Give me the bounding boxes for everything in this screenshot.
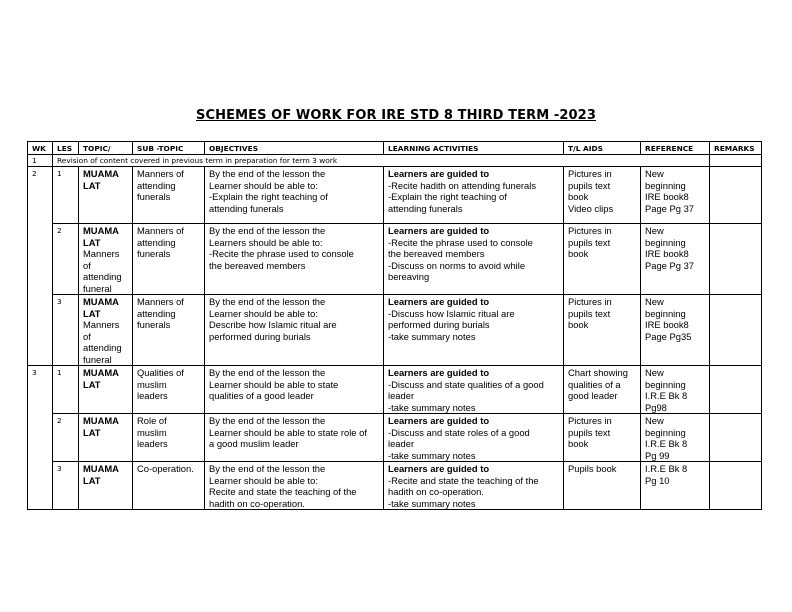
reference-cell: New beginning I.R.E Bk 8 Pg98 bbox=[641, 366, 710, 414]
lesson-row bbox=[28, 462, 762, 510]
header-topic: TOPIC/ bbox=[79, 142, 133, 155]
week-number: 2 bbox=[28, 167, 53, 366]
header-learning-activities: LEARNING ACTIVITIES bbox=[384, 142, 564, 155]
activities-head: Learners are guided to bbox=[388, 168, 490, 179]
topic-cell bbox=[79, 462, 133, 510]
topic-cell bbox=[79, 224, 133, 295]
header-wk: WK bbox=[28, 142, 53, 155]
topic-cell bbox=[79, 295, 133, 366]
tl-aids-cell: Pictures in pupils text book bbox=[564, 224, 641, 295]
subtopic-cell: Manners of attending funerals bbox=[133, 224, 205, 295]
tl-aids-cell: Chart showing qualities of a good leader bbox=[564, 366, 641, 414]
lesson-row bbox=[28, 366, 762, 414]
topic-title: MUAMA LAT bbox=[83, 415, 119, 438]
header-objectives: OBJECTIVES bbox=[205, 142, 384, 155]
lesson-number: 1 bbox=[53, 366, 79, 414]
header-row bbox=[28, 142, 762, 155]
revision-row bbox=[28, 155, 762, 167]
lesson-number: 3 bbox=[53, 295, 79, 366]
remarks-cell bbox=[710, 224, 762, 295]
topic-cell bbox=[79, 414, 133, 462]
activities-cell bbox=[384, 366, 564, 414]
activities-text: -Recite the phrase used to console the bereaved members -Discuss on norms to avoid while bereaving bbox=[388, 236, 533, 282]
lesson-row bbox=[28, 167, 762, 224]
remarks-cell bbox=[710, 366, 762, 414]
topic-title: MUAMA LAT bbox=[83, 296, 119, 319]
objectives-cell: By the end of the lesson the Learner should be able to state role of a good muslim leader bbox=[205, 414, 384, 462]
topic-title: MUAMA LAT bbox=[83, 367, 119, 390]
activities-cell bbox=[384, 414, 564, 462]
subtopic-cell: Co-operation. bbox=[133, 462, 205, 510]
activities-cell bbox=[384, 295, 564, 366]
objectives-cell: By the end of the lesson the Learner should be able to: Recite and state the teaching of the hadith on co-operation. bbox=[205, 462, 384, 510]
activities-text: -Recite hadith on attending funerals -Explain the right teaching of attending funerals bbox=[388, 179, 537, 214]
lesson-number: 2 bbox=[53, 414, 79, 462]
reference-cell: New beginning I.R.E Bk 8 Pg 99 bbox=[641, 414, 710, 462]
objectives-cell: By the end of the lesson the Learner should be able to: Describe how Islamic ritual are performed during burials bbox=[205, 295, 384, 366]
tl-aids-cell: Pupils book bbox=[564, 462, 641, 510]
activities-head: Learners are guided to bbox=[388, 225, 490, 236]
topic-extra: Manners of attending funeral bbox=[83, 319, 122, 365]
topic-title: MUAMA LAT bbox=[83, 463, 119, 486]
lesson-number: 1 bbox=[53, 167, 79, 224]
objectives-cell: By the end of the lesson the Learner should be able to: -Explain the right teaching of attending funerals bbox=[205, 167, 384, 224]
objectives-cell: By the end of the lesson the Learner should be able to state qualities of a good leader bbox=[205, 366, 384, 414]
header-subtopic: SUB -TOPIC bbox=[133, 142, 205, 155]
activities-head: Learners are guided to bbox=[388, 415, 490, 426]
activities-head: Learners are guided to bbox=[388, 367, 490, 378]
activities-head: Learners are guided to bbox=[388, 463, 490, 474]
subtopic-cell: Manners of attending funerals bbox=[133, 295, 205, 366]
subtopic-cell: Role of muslim leaders bbox=[133, 414, 205, 462]
remarks-cell bbox=[710, 414, 762, 462]
header-tl-aids: T/L AIDS bbox=[564, 142, 641, 155]
topic-cell bbox=[79, 366, 133, 414]
activities-text: -Discuss how Islamic ritual are performed during burials -take summary notes bbox=[388, 307, 515, 342]
page-title: SCHEMES OF WORK FOR IRE STD 8 THIRD TERM -2023 bbox=[196, 108, 596, 123]
lesson-number: 3 bbox=[53, 462, 79, 510]
week-number: 3 bbox=[28, 366, 53, 510]
week-number: 1 bbox=[28, 155, 53, 167]
activities-text: -Recite and state the teaching of the hadith on co-operation. -take summary notes bbox=[388, 474, 539, 509]
schemes-of-work-table bbox=[27, 141, 762, 510]
activities-cell bbox=[384, 167, 564, 224]
topic-title: MUAMA LAT bbox=[83, 168, 119, 191]
lesson-row bbox=[28, 414, 762, 462]
subtopic-cell: Manners of attending funerals bbox=[133, 167, 205, 224]
tl-aids-cell: Pictures in pupils text book Video clips bbox=[564, 167, 641, 224]
revision-text: Revision of content covered in previous term in preparation for term 3 work bbox=[53, 155, 710, 167]
activities-cell bbox=[384, 224, 564, 295]
tl-aids-cell: Pictures in pupils text book bbox=[564, 295, 641, 366]
reference-cell: I.R.E Bk 8 Pg 10 bbox=[641, 462, 710, 510]
remarks-cell bbox=[710, 295, 762, 366]
activities-cell bbox=[384, 462, 564, 510]
remarks-cell bbox=[710, 167, 762, 224]
header-reference: REFERENCE bbox=[641, 142, 710, 155]
activities-text: -Discuss and state qualities of a good leader -take summary notes bbox=[388, 378, 544, 413]
lesson-row bbox=[28, 224, 762, 295]
topic-extra: Manners of attending funeral bbox=[83, 248, 122, 294]
remarks-cell bbox=[710, 462, 762, 510]
topic-title: MUAMA LAT bbox=[83, 225, 119, 248]
reference-cell: New beginning IRE book8 Page Pg 37 bbox=[641, 167, 710, 224]
lesson-number: 2 bbox=[53, 224, 79, 295]
tl-aids-cell: Pictures in pupils text book bbox=[564, 414, 641, 462]
activities-head: Learners are guided to bbox=[388, 296, 490, 307]
header-remarks: REMARKS bbox=[710, 142, 762, 155]
header-les: LES bbox=[53, 142, 79, 155]
topic-cell bbox=[79, 167, 133, 224]
objectives-cell: By the end of the lesson the Learners should be able to: -Recite the phrase used to console the bereaved members bbox=[205, 224, 384, 295]
lesson-row bbox=[28, 295, 762, 366]
reference-cell: New beginning IRE book8 Page Pg35 bbox=[641, 295, 710, 366]
remarks-cell bbox=[710, 155, 762, 167]
subtopic-cell: Qualities of muslim leaders bbox=[133, 366, 205, 414]
reference-cell: New beginning IRE book8 Page Pg 37 bbox=[641, 224, 710, 295]
activities-text: -Discuss and state roles of a good leader -take summary notes bbox=[388, 426, 530, 461]
